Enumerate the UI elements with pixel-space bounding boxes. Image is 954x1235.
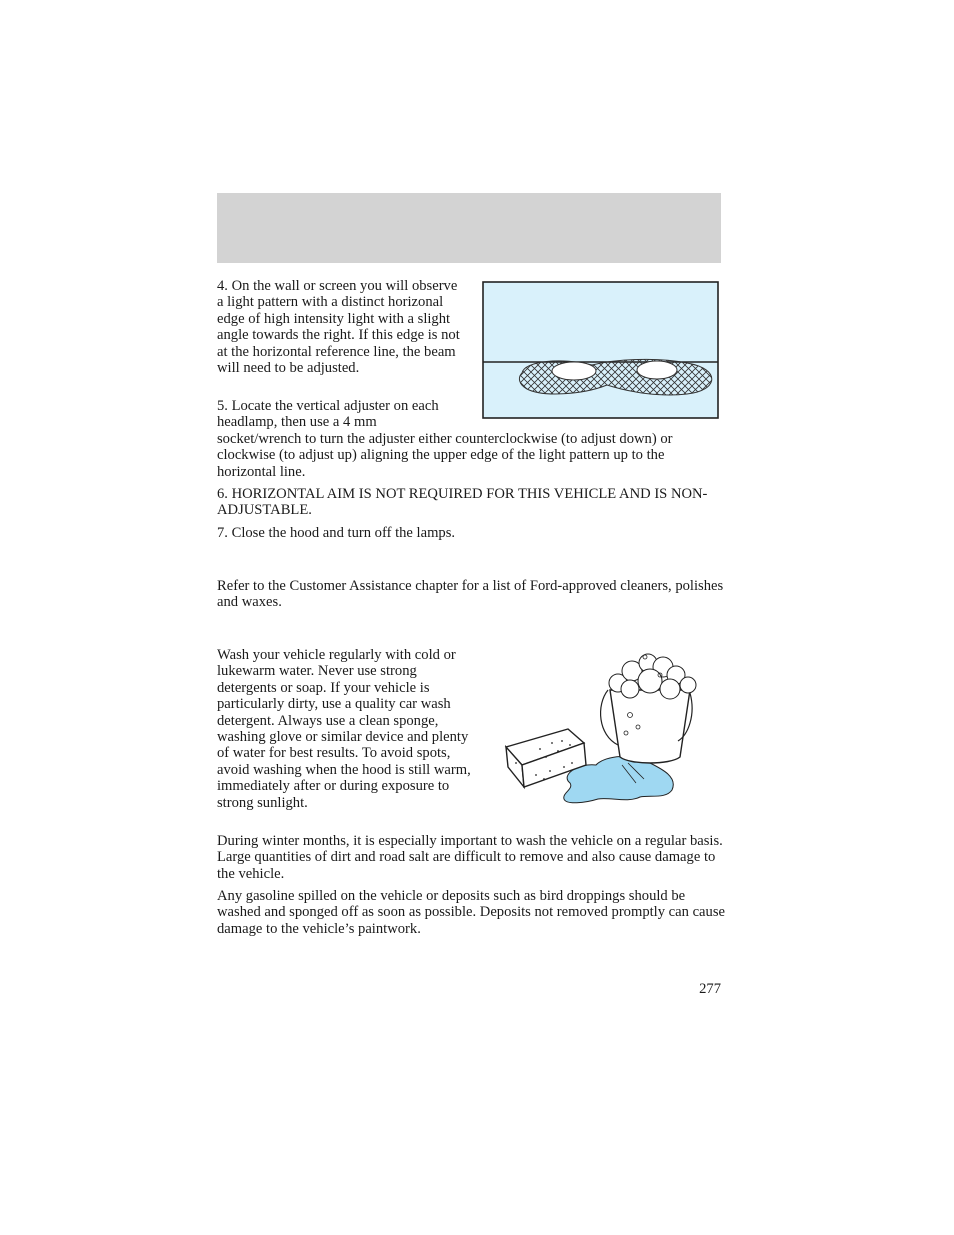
bucket [610, 690, 690, 763]
step-6-text: 6. HORIZONTAL AIM IS NOT REQUIRED FOR THIS VEHICLE AND IS NON-ADJUSTABLE. [217, 486, 708, 519]
headlamp-beam-pattern-figure [482, 281, 719, 419]
step-5-rest-text: socket/wrench to turn the adjuster either counterclockwise (to adjust down) or clockwise (to adjust up) aligning the upper edge of the light pattern up to the horizontal line. [217, 431, 673, 480]
washing-paragraph-3: Any gasoline spilled on the vehicle or deposits such as bird droppings should be washed and sponged off as soon as possible. Deposits not removed promptly can cause damage to the vehicle’s paintwork. [217, 888, 725, 937]
right-hotspot [637, 361, 677, 379]
cleaning-intro-text: Refer to the Customer Assistance chapter for a list of Ford-approved cleaners, polishes and waxes. [217, 578, 724, 611]
left-hotspot [552, 362, 596, 380]
step-4-text: 4. On the wall or screen you will observe a light pattern with a distinct horizonal edge of high intensity light with a slight angle towards the right. If this edge is not at the horizontal reference line, the beam will need to be adjusted. [217, 278, 460, 377]
washing-paragraph-1: Wash your vehicle regularly with cold or lukewarm water. Never use strong detergents or soap. If your vehicle is particularly dirty, use a quality car wash detergent. Always use a clean sponge, washing glove or similar device and plenty of water for best results. To avoid spots, avoid washing when the hood is still warm, immediately after or during exposure to strong sunlight. [217, 647, 471, 811]
washing-paragraph-2: During winter months, it is especially important to wash the vehicle on a regular basis. Large quantities of dirt and road salt are difficult to remove and also cause damage to the vehicle. [217, 833, 723, 882]
aiming-screen [483, 282, 718, 418]
step-5-lead-text: 5. Locate the vertical adjuster on each headlamp, then use a 4 mm [217, 398, 439, 431]
bucket-and-sponge-figure [500, 645, 705, 810]
page-number: 277 [699, 981, 721, 997]
step-7-text: 7. Close the hood and turn off the lamps. [217, 525, 456, 541]
chapter-header-band [217, 193, 721, 263]
